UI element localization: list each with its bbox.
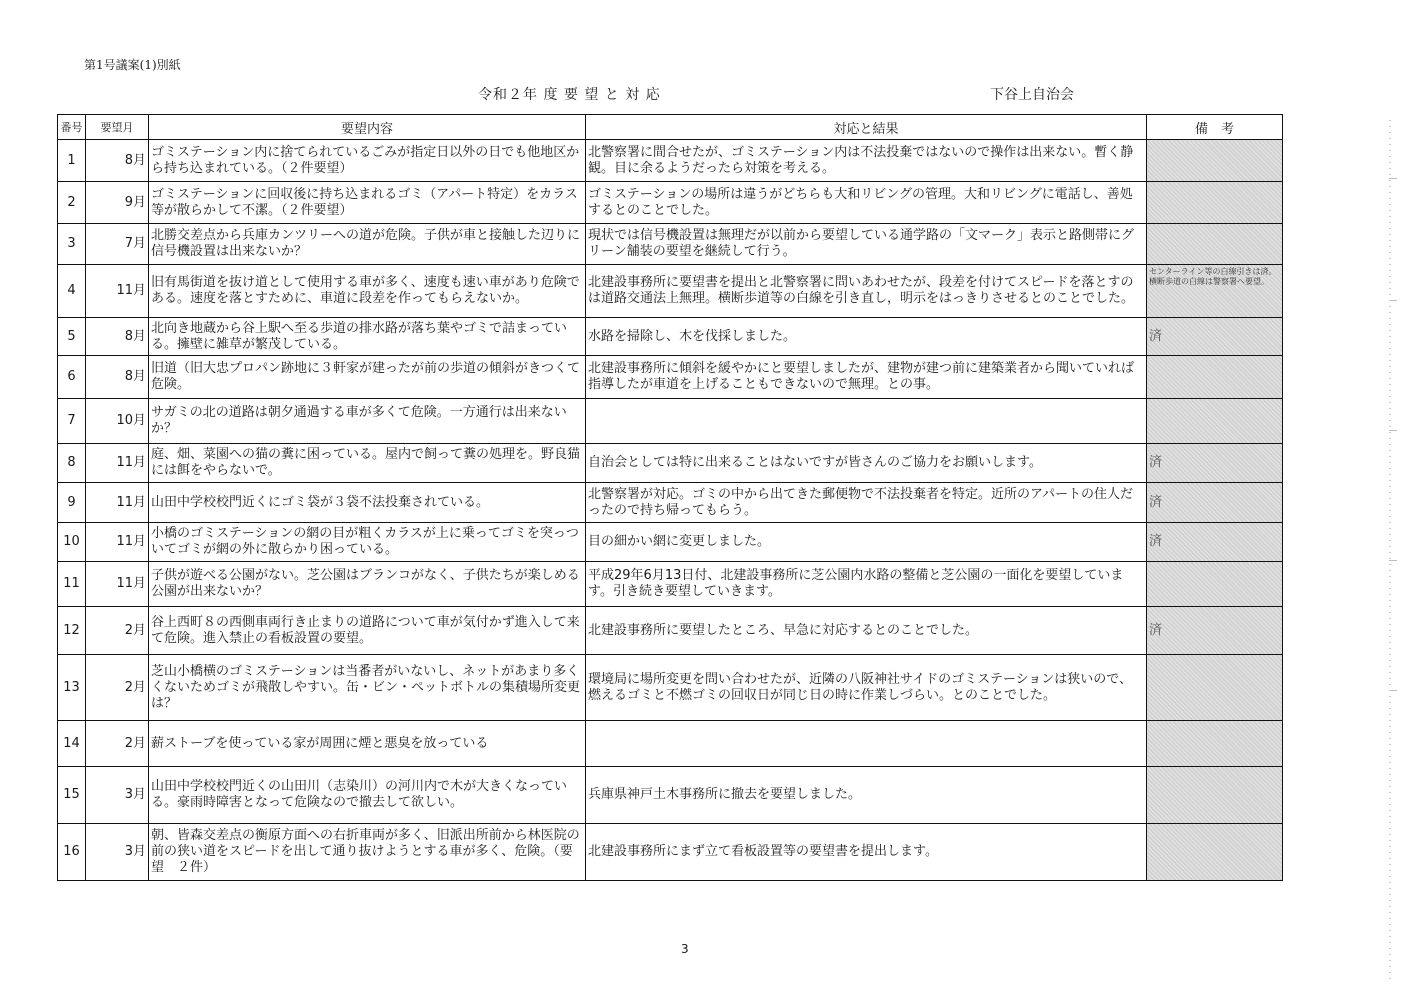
row-request: 旧道（旧大忠プロパン跡地に３軒家が建ったが前の歩道の傾斜がきつくて危険。 <box>149 356 586 399</box>
row-month: 2月 <box>86 607 149 655</box>
row-response <box>586 721 1147 767</box>
row-number: 3 <box>58 224 86 265</box>
table-header-row <box>58 115 1283 140</box>
row-number: 5 <box>58 318 86 356</box>
row-response: 現状では信号機設置は無理だが以前から要望している通学路の「文マーク」表示と路側帯にグリーン舗装の要望を継続して行う。 <box>586 224 1147 265</box>
row-number: 10 <box>58 523 86 562</box>
row-remark <box>1147 767 1283 824</box>
row-remark <box>1147 182 1283 224</box>
table-row <box>58 483 1283 523</box>
row-remark <box>1147 140 1283 182</box>
row-number: 12 <box>58 607 86 655</box>
page-title: 令和２年 度 要 望 と 対 応 <box>478 87 661 103</box>
row-response: 北建設事務所に要望したところ、早急に対応するとのことでした。 <box>586 607 1147 655</box>
table-row <box>58 182 1283 224</box>
table-row <box>58 655 1283 721</box>
row-month: 9月 <box>86 182 149 224</box>
header-request: 要望内容 <box>149 115 586 140</box>
row-number: 1 <box>58 140 86 182</box>
row-request: 朝、皆森交差点の衡原方面への右折車両が多く、旧派出所前から林医院の前の狭い道をスピードを出して通り抜けようとする車が多く、危険。（要望 ２件） <box>149 824 586 881</box>
row-request: 庭、畑、菜園への猫の糞に困っている。屋内で飼って糞の処理を。野良猫には餌をやらないで。 <box>149 444 586 483</box>
row-request: 谷上西町８の西側車両行き止まりの道路について車が気付かず進入して来て危険。進入禁止の看板設置の要望。 <box>149 607 586 655</box>
row-response: ゴミステーションの場所は違うがどちらも大和リビングの管理。大和リビングに電話し、善処するとのことでした。 <box>586 182 1147 224</box>
table-row <box>58 356 1283 399</box>
row-number: 7 <box>58 399 86 444</box>
row-remark: 済 <box>1147 607 1283 655</box>
row-number: 6 <box>58 356 86 399</box>
row-remark <box>1147 399 1283 444</box>
table-row <box>58 562 1283 607</box>
row-month: 11月 <box>86 562 149 607</box>
row-month: 11月 <box>86 483 149 523</box>
row-remark: センターライン等の白線引きは済。横断歩道の白線は警察署へ要望。 <box>1147 265 1283 318</box>
table-row <box>58 824 1283 881</box>
row-response: 環境局に場所変更を問い合わせたが、近隣の八阪神社サイドのゴミステーションは狭いので、燃えるゴミと不燃ゴミの回収日が同じ日の時に作業しづらい。とのことでした。 <box>586 655 1147 721</box>
row-response: 北建設事務所に傾斜を緩やかにと要望しましたが、建物が建つ前に建築業者から聞いていれば指導したが車道を上げることもできないので無理。との事。 <box>586 356 1147 399</box>
header-month: 要望月 <box>86 115 149 140</box>
row-remark <box>1147 655 1283 721</box>
row-request: 芝山小橋横のゴミステーションは当番者がいないし、ネットがあまり多くくないためゴミが飛散しやすい。缶・ビン・ペットボトルの集積場所変更は？ <box>149 655 586 721</box>
row-response: 北警察署が対応。ゴミの中から出てきた郵便物で不法投棄者を特定。近所のアパートの住人だったので持ち帰ってもらう。 <box>586 483 1147 523</box>
row-request: 旧有馬街道を抜け道として使用する車が多く、速度も速い車があり危険である。速度を落とすために、車道に段差を作ってもらえないか。 <box>149 265 586 318</box>
row-remark <box>1147 721 1283 767</box>
table-row <box>58 767 1283 824</box>
row-remark <box>1147 356 1283 399</box>
table-row <box>58 224 1283 265</box>
row-request: サガミの北の道路は朝夕通過する車が多くて危険。一方通行は出来ないか？ <box>149 399 586 444</box>
row-request: 薪ストーブを使っている家が周囲に煙と悪臭を放っている <box>149 721 586 767</box>
row-response: 兵庫県神戸土木事務所に撤去を要望しました。 <box>586 767 1147 824</box>
row-number: 13 <box>58 655 86 721</box>
row-number: 11 <box>58 562 86 607</box>
table-row <box>58 523 1283 562</box>
table-row <box>58 607 1283 655</box>
row-month: 8月 <box>86 356 149 399</box>
row-response: 水路を掃除し、木を伐採しました。 <box>586 318 1147 356</box>
header-no: 番号 <box>58 115 86 140</box>
row-number: 4 <box>58 265 86 318</box>
document-label: 第1号議案(1)別紙 <box>84 58 181 72</box>
row-request: 山田中学校校門近くにゴミ袋が３袋不法投棄されている。 <box>149 483 586 523</box>
row-response: 平成29年6月13日付、北建設事務所に芝公園内水路の整備と芝公園の一面化を要望しています。引き続き要望していきます。 <box>586 562 1147 607</box>
row-response: 北警察署に間合せたが、ゴミステーション内は不法投棄ではないので操作は出来ない。暫く静観。目に余るようだったら対策を考える。 <box>586 140 1147 182</box>
row-remark: 済 <box>1147 318 1283 356</box>
row-month: 11月 <box>86 265 149 318</box>
row-response: 北建設事務所に要望書を提出と北警察署に問いあわせたが、段差を付けてスピードを落とすのは道路交通法上無理。横断歩道等の白線を引き直し，明示をはっきりさせるとのことでした。 <box>586 265 1147 318</box>
row-month: 3月 <box>86 824 149 881</box>
row-number: 9 <box>58 483 86 523</box>
requests-table <box>57 114 1283 881</box>
row-remark: 済 <box>1147 483 1283 523</box>
row-month: 7月 <box>86 224 149 265</box>
row-month: 11月 <box>86 444 149 483</box>
row-request: 山田中学校校門近くの山田川（志染川）の河川内で木が大きくなっている。豪雨時障害となって危険なので撤去して欲しい。 <box>149 767 586 824</box>
row-number: 16 <box>58 824 86 881</box>
row-response: 北建設事務所にまず立て看板設置等の要望書を提出します。 <box>586 824 1147 881</box>
row-month: 2月 <box>86 721 149 767</box>
row-number: 2 <box>58 182 86 224</box>
row-response <box>586 399 1147 444</box>
table-row <box>58 444 1283 483</box>
row-month: 2月 <box>86 655 149 721</box>
row-number: 8 <box>58 444 86 483</box>
row-month: 10月 <box>86 399 149 444</box>
table-row <box>58 399 1283 444</box>
table-row <box>58 140 1283 182</box>
table-row <box>58 318 1283 356</box>
table-row <box>58 265 1283 318</box>
row-remark <box>1147 562 1283 607</box>
header-response: 対応と結果 <box>586 115 1147 140</box>
binding-edge <box>1389 120 1391 980</box>
row-request: ゴミステーションに回収後に持ち込まれるゴミ（アパート特定）をカラス等が散らかして不潔。（２件要望） <box>149 182 586 224</box>
row-month: 3月 <box>86 767 149 824</box>
row-request: 小橋のゴミステーションの網の目が粗くカラスが上に乗ってゴミを突っついてゴミが網の外に散らかり困っている。 <box>149 523 586 562</box>
row-remark: 済 <box>1147 523 1283 562</box>
row-remark: 済 <box>1147 444 1283 483</box>
row-month: 8月 <box>86 318 149 356</box>
page-number: 3 <box>681 942 689 956</box>
row-request: 子供が遊べる公園がない。芝公園はブランコがなく、子供たちが楽しめる公園が出来ないか？ <box>149 562 586 607</box>
row-month: 8月 <box>86 140 149 182</box>
row-month: 11月 <box>86 523 149 562</box>
row-request: 北勝交差点から兵庫カンツリーへの道が危険。子供が車と接触した辺りに信号機設置は出来ないか？ <box>149 224 586 265</box>
table-row <box>58 721 1283 767</box>
organization-name: 下谷上自治会 <box>990 87 1074 103</box>
row-request: 北向き地蔵から谷上駅へ至る歩道の排水路が落ち葉やゴミで詰まっている。擁壁に雑草が繁茂している。 <box>149 318 586 356</box>
row-number: 15 <box>58 767 86 824</box>
row-remark <box>1147 824 1283 881</box>
row-request: ゴミステーション内に捨てられているごみが指定日以外の日でも他地区から持ち込まれている。（２件要望） <box>149 140 586 182</box>
row-number: 14 <box>58 721 86 767</box>
row-remark <box>1147 224 1283 265</box>
row-response: 自治会としては特に出来ることはないですが皆さんのご協力をお願いします。 <box>586 444 1147 483</box>
header-remarks: 備 考 <box>1147 115 1283 140</box>
row-response: 目の細かい網に変更しました。 <box>586 523 1147 562</box>
